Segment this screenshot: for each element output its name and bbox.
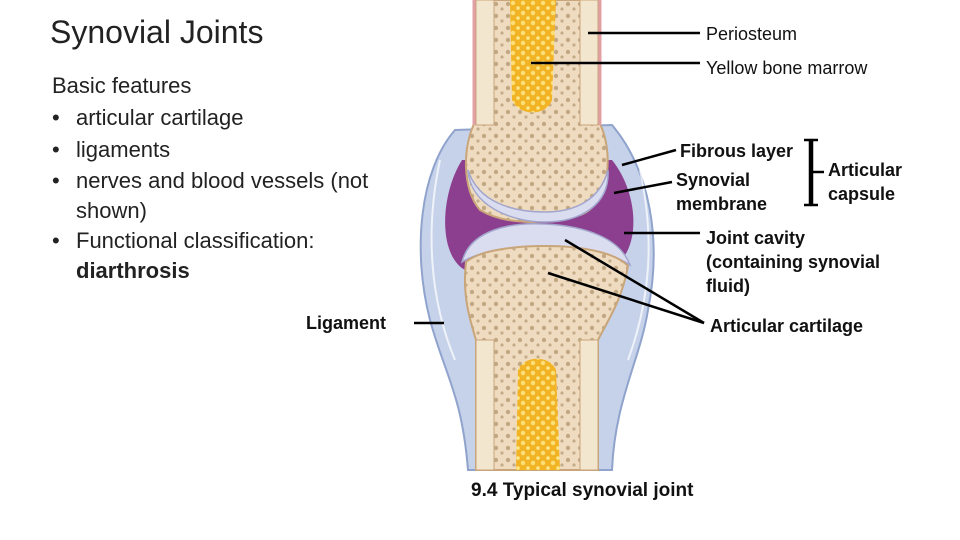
label-membrane: membrane xyxy=(676,194,768,214)
list-item: • articular cartilage xyxy=(52,102,432,134)
bullet-icon: • xyxy=(52,137,60,162)
classification-term: diarthrosis xyxy=(76,258,190,283)
label-joint-cavity-detail: (containing synovial xyxy=(706,252,881,272)
capsule-bracket-right xyxy=(804,140,810,205)
slide-title: Synovial Joints xyxy=(50,14,264,50)
label-yellow-bone-marrow: Yellow bone marrow xyxy=(706,58,868,78)
label-joint-cavity-fluid: fluid) xyxy=(706,276,750,296)
bullet-icon: • xyxy=(52,105,60,130)
lower-marrow xyxy=(516,359,560,470)
upper-compact-bone xyxy=(476,0,494,125)
label-articular-cartilage: Articular cartilage xyxy=(710,316,864,336)
list-heading: Basic features xyxy=(52,73,192,98)
upper-marrow xyxy=(510,0,556,112)
list-item: • nerves and blood vessels (not shown) xyxy=(52,168,369,223)
label-joint-cavity: Joint cavity xyxy=(706,228,806,248)
list-item: • Functional classification: diarthrosis xyxy=(52,228,315,283)
label-synovial: Synovial xyxy=(676,170,751,190)
bullet-icon: • xyxy=(52,228,60,253)
bullet-icon: • xyxy=(52,168,60,193)
lower-compact-bone xyxy=(476,340,494,470)
label-capsule: capsule xyxy=(828,184,896,204)
list-item: • ligaments xyxy=(52,134,432,166)
label-fibrous-layer: Fibrous layer xyxy=(680,141,794,161)
label-articular: Articular xyxy=(828,160,903,180)
label-periosteum: Periosteum xyxy=(706,24,798,44)
label-ligament: Ligament xyxy=(306,313,387,333)
figure-caption: 9.4 Typical synovial joint xyxy=(471,480,694,501)
